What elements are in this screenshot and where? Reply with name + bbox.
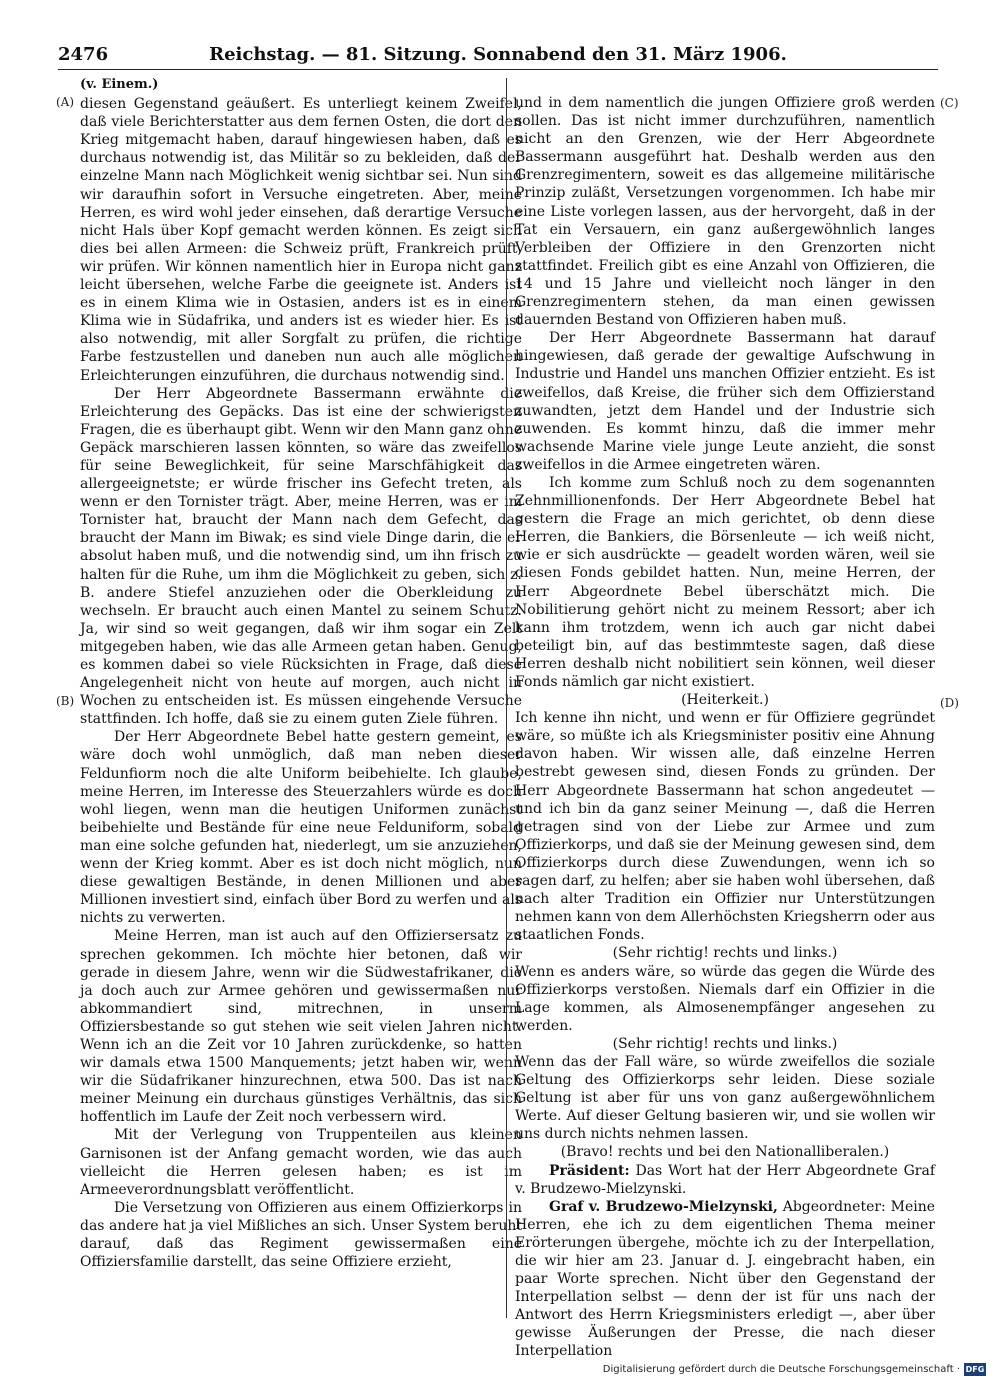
footer-text: Digitalisierung gefördert durch die Deutsche Forschungsgemeinschaft · bbox=[602, 1364, 960, 1375]
interjection: (Sehr richtig! rechts und links.) bbox=[612, 945, 838, 962]
speaker-tag: (v. Einem.) bbox=[80, 77, 159, 92]
speaker-paragraph bbox=[515, 1198, 935, 1361]
paragraph: und in dem namentlich die jungen Offiziere groß werden sollen. Das ist nicht immer durchzuführen, namentlich nicht an den Grenzen, wie der Herr Abgeordnete Bassermann ausgeführt hat. Deshalb werden aus den Grenzregimentern, soweit es das allgemeine militärische Prinzip zuläßt, Versetzungen vorgenommen. Ich habe mir eine Liste vorlegen lassen, aus der hervorgeht, daß in der Tat ein Versauern, ein ganz außergewöhnlich langes Verbleiben der Offiziere in den Grenzorten nicht stattfindet. Freilich gibt es eine Anzahl von Offizieren, die 14 und 15 Jahre und vielleicht noch länger in den Grenzregimentern stehen, da man einen gewissen dauernden Bestand von Offizieren haben muß. bbox=[515, 95, 935, 329]
margin-marker-b: (B) bbox=[56, 694, 75, 708]
paragraph: Der Herr Abgeordnete Bebel hatte gestern gemeint, es wäre doch wohl unmöglich, daß man neben dieser Feldunfiorm noch die alte Uniform beibehielte. Ich glaube, meine Herren, im Interesse des Steuerzahlers würde es doch wohl liegen, wenn man die heutigen Uniformen zunächst beibehielte und Bestände für eine neue Felduniform, sobald man eine solche gefunden hat, niederlegt, um sie anzuziehen, wenn der Krieg kommt. Aber es ist doch nicht möglich, nun diese gewaltigen Bestände, in denen Millionen und aber Millionen investiert sind, einfach über Bord zu werfen und als nichts zu verwerten. bbox=[80, 729, 522, 927]
margin-marker-d: (D) bbox=[940, 696, 959, 710]
margin-marker-c: (C) bbox=[940, 96, 959, 110]
president-text: Das Wort hat der Herr Abgeordnete Graf v. Brudzewo-Mielzynski. bbox=[515, 1162, 935, 1197]
president-statement bbox=[515, 1162, 935, 1198]
speaker-text: Abgeordneter: Meine Herren, ehe ich zu dem eigentlichen Thema meiner Erörterungen übergehe, möchte ich zu der Interpellation, die wir hier am 23. Januar d. J. eingebracht haben, ein paar Worte sprechen. Nicht über den Gegenstand der Interpellation selbst — denn der ist für uns nach der Antwort des Herrn Kriegsministers erledigt —, aber über gewisse Äußerungen der Presse, die nach dieser Interpellation bbox=[515, 1198, 936, 1360]
paragraph: Ich kenne ihn nicht, und wenn er für Offiziere gegründet wäre, so müßte ich als Kriegsminister positiv eine Ahnung davon haben. Wir wissen alle, daß einzelne Herren bestrebt gewesen sind, diesen Fonds zu gründen. Der Herr Abgeordnete Bassermann hat schon angedeutet — und ich bin da ganz seiner Meinung —, daß die Herren getragen sind von der Liebe zur Armee und zum Offizierkorps, und daß sie der Meinung gewesen sind, dem Offizierkorps durch diese Zuwendungen, wenn ich so sagen darf, zu helfen; aber sie haben wohl übersehen, daß nach alter Tradition ein Offizier nur Unterstützungen nehmen kann von dem Allerhöchsten Kriegsherrn oder aus staatlichen Fonds. bbox=[515, 710, 935, 944]
paragraph: Die Versetzung von Offizieren aus einem Offizierkorps in das andere hat ja viel Mißliches an sich. Unser System beruht darauf, daß das Regiment gewissermaßen eine Offiziersfamilie darstellt, das seine Offiziere erzieht, bbox=[80, 1199, 522, 1271]
paragraph: Mit der Verlegung von Truppenteilen aus kleinen Garnisonen ist der Anfang gemacht worden, wie das auch vielleicht die Herren gelesen haben; es ist im Armeeverordnungsblatt veröffentlicht. bbox=[80, 1127, 522, 1198]
footer bbox=[603, 1363, 986, 1376]
column-divider bbox=[506, 78, 507, 1318]
margin-marker-a: (A) bbox=[56, 95, 75, 109]
paragraph: diesen Gegenstand geäußert. Es unterliegt keinem Zweifel, daß viele Berichterstatter aus dem fernen Osten, die dort den Krieg mitgemacht haben, darauf hingewiesen haben, daß es durchaus notwendig ist, das Militär so zu bekleiden, daß der einzelne Mann nach Möglichkeit wenig sichtbar sei. Nun sind wir daraufhin sofort in Versuche eingetreten. Aber, meine Herren, es wird wohl jeder einsehen, daß derartige Versuche nicht Hals über Kopf gemacht werden können. Es zeigt sich dies bei allen Armeen: die Schweiz prüft, Frankreich prüft, wir prüfen. Wir können namentlich hier in Europa nicht ganz leicht übersehen, welche Farbe die geeignete ist. Anders ist es in einem Klima wie in Ostasien, anders ist es in einem Klima wie in Südafrika, und anders ist es wieder hier. Es ist also notwendig, mit aller Sorgfalt zu prüfen, die richtige Farbe festzustellen und daneben nun auch alle möglichen Erleichterungen einzuführen, die durchaus notwendig sind. bbox=[80, 96, 522, 384]
dfg-logo: DFG bbox=[965, 1365, 985, 1374]
president-label: Präsident: bbox=[549, 1162, 630, 1179]
page-number: 2476 bbox=[58, 44, 109, 65]
left-column bbox=[80, 76, 522, 1271]
paragraph: Der Herr Abgeordnete Bassermann erwähnte die Erleichterung des Gepäcks. Das ist eine der schwierigsten Fragen, die es überhaupt gibt. Wenn wir den Mann ganz ohne Gepäck marschieren lassen könnten, so wäre das zweifellos für seine Beweglichkeit, für seine Marschfähigkeit das allergeeignetste; er würde frischer ins Gefecht treten, als wenn er den Tornister trägt. Aber, meine Herren, was er im Tornister hat, braucht der Mann nach dem Gefecht, das braucht der Mann im Biwak; es sind viele Dinge darin, die er absolut haben muß, und die notwendig sind, um ihn frisch zu halten für die Ruhe, um ihm die Möglichkeit zu geben, sich z. B. andere Stiefel anzuziehen oder die Oberkleidung zu wechseln. Er braucht auch einen Mantel zu seinem Schutz. Ja, wir sind so weit gegangen, daß wir ihm sogar ein Zelt mitgegeben haben, wie das alle Armeen getan haben. Genug, es kommen dabei so viele Rücksichten in Frage, daß diese Angelegenheit nicht von heute auf morgen, auch nicht in Wochen zu entscheiden ist. Es müssen eingehende Versuche stattfinden. Ich hoffe, daß sie zu einem guten Ziele führen. bbox=[80, 385, 522, 728]
paragraph: Meine Herren, man ist auch auf den Offiziersersatz zu sprechen gekommen. Ich möchte hier betonen, daß wir gerade in diesem Jahre, wenn wir die Südwestafrikaner, die ja doch auch zur Armee gehören und gewissermaßen nur abkommandiert sind, mitrechnen, in unserm Offiziersbestande so gut stehen wie seit vielen Jahren nicht. Wenn ich an die Zeit vor 10 Jahren zurückdenke, so hatten wir damals etwa 1500 Manquements; jetzt haben wir, wenn wir die Südafrikaner hinzurechnen, etwa 500. Das ist nach meiner Meinung ein durchaus günstiges Verhältnis, das sich hoffentlich im Laufe der Zeit noch verbessern wird. bbox=[80, 928, 522, 1126]
paragraph: Wenn es anders wäre, so würde das gegen die Würde des Offizierkorps verstoßen. Niemals darf ein Offizier in die Lage kommen, als Almosenempfänger angesehen zu werden. bbox=[515, 963, 935, 1034]
interjection: (Heiterkeit.) bbox=[681, 692, 769, 709]
paragraph: Wenn das der Fall wäre, so würde zweifellos die soziale Geltung des Offizierkorps sehr leiden. Diese soziale Geltung ist aber für uns von ganz außergewöhnlichem Werte. Auf dieser Geltung basieren wir, und sie wollen wir uns durch nichts nehmen lassen. bbox=[515, 1053, 935, 1143]
right-column bbox=[515, 94, 935, 1361]
running-header bbox=[58, 44, 938, 70]
interjection: (Sehr richtig! rechts und links.) bbox=[612, 1035, 838, 1052]
speaker-name: Graf v. Brudzewo-Mielzynski, bbox=[549, 1198, 778, 1215]
interjection: (Bravo! rechts und bei den Nationalliberalen.) bbox=[560, 1144, 890, 1161]
paragraph: Ich komme zum Schluß noch zu dem sogenannten Zehnmillionenfonds. Der Herr Abgeordnete Bebel hat gestern die Frage an mich gerichtet, ob denn diese Herren, die Bankiers, die Börsenleute — ich weiß nicht, wie er sich ausdrückte — geadelt worden wären, weil sie diesen Fonds gebildet hatten. Nun, meine Herren, der Herr Abgeordnete Bebel überschätzt mich. Die Nobilitierung gehört nicht zu meinem Ressort; aber ich kann ihm trotzdem, wenn ich auch gar nicht dabei beteiligt bin, auf das bestimmteste sagen, daß diese Herren deshalb nicht nobilitiert sein können, weil dieser Fonds nämlich gar nicht existiert. bbox=[515, 474, 935, 690]
header-title: Reichstag. — 81. Sitzung. Sonnabend den 31. März 1906. bbox=[209, 44, 787, 65]
header-rule bbox=[58, 69, 938, 70]
paragraph: Der Herr Abgeordnete Bassermann hat darauf hingewiesen, daß gerade der gewaltige Aufschwung in Industrie und Handel uns manchen Offizier entzieht. Es ist zweifellos, daß Kreise, die früher sich dem Offizierstand zuwandten, jetzt dem Handel und der Industrie sich zuwenden. Es kommt hinzu, daß die immer mehr wachsende Marine viele junge Leute anzieht, die sonst zweifellos in die Armee eingetreten wären. bbox=[515, 330, 935, 473]
